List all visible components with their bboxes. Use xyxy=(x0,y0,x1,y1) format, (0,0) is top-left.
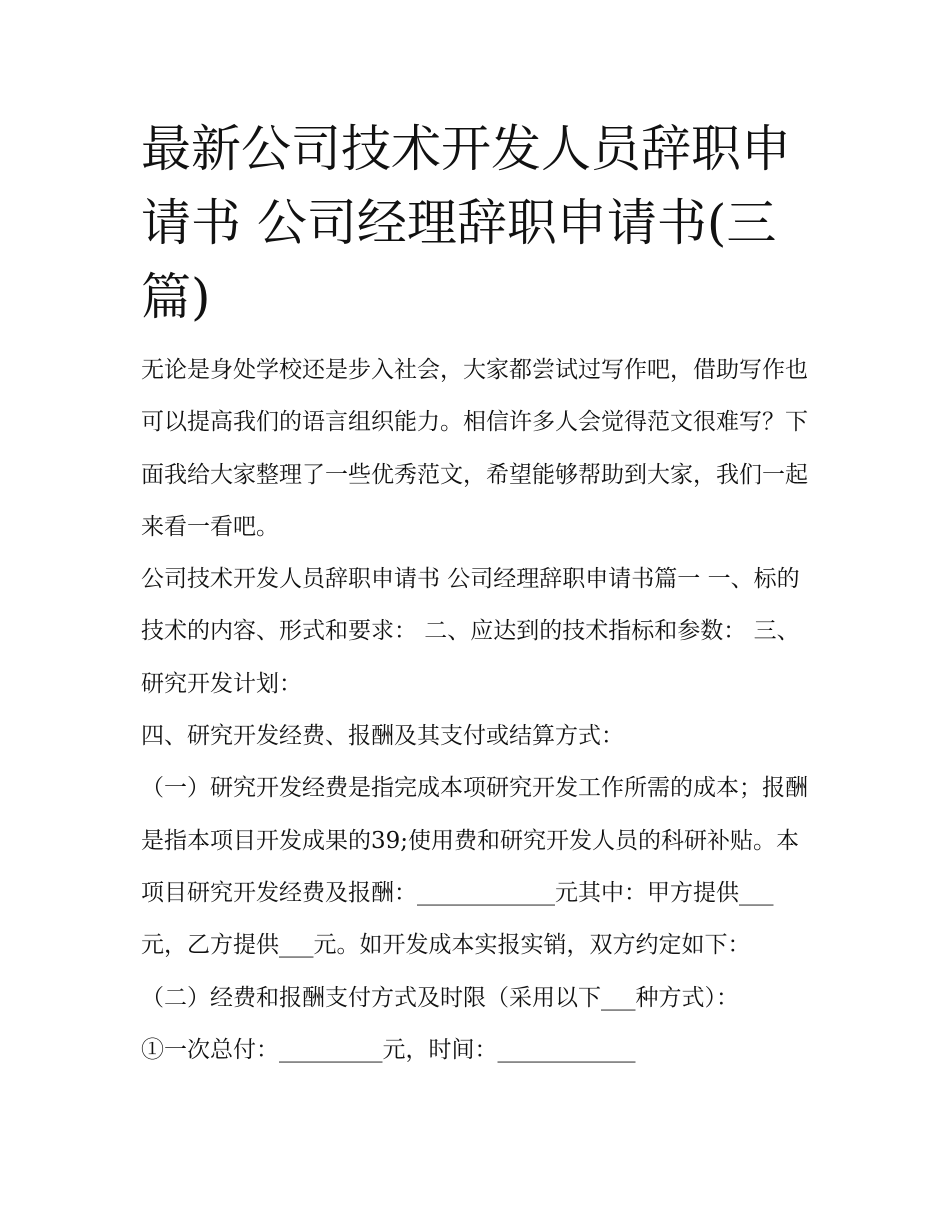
lump-sum-paragraph: ①一次总付：_________元，时间：____________ xyxy=(141,1036,636,1063)
document-page xyxy=(141,112,813,1076)
intro-paragraph: 无论是身处学校还是步入社会，大家都尝试过写作吧，借助写作也可以提高我们的语言组织能力。相信许多人会觉得范文很难写？下面我给大家整理了一些优秀范文，希望能够帮助到大家，我们一起来看一看吧。 xyxy=(141,357,808,540)
document-body xyxy=(141,344,813,1076)
section-one-paragraph: 公司技术开发人员辞职申请书 公司经理辞职申请书篇一 一、标的技术的内容、形式和要求： 二、应达到的技术指标和参数： 三、研究开发计划： xyxy=(141,566,800,697)
funding-paragraph: （一）研究开发经费是指完成本项研究开发工作所需的成本；报酬是指本项目开发成果的39;使用费和研究开发人员的科研补贴。本项目研究开发经费及报酬：____________元其中：甲方提供___元，乙方提供___元。如开发成本实报实销，双方约定如下： xyxy=(141,775,808,959)
payment-method-paragraph: （二）经费和报酬支付方式及时限（采用以下___种方式）： xyxy=(141,984,739,1011)
document-title: 最新公司技术开发人员辞职申请书 公司经理辞职申请书(三篇) xyxy=(141,120,791,326)
section-four-heading: 四、研究开发经费、报酬及其支付或结算方式： xyxy=(141,723,624,750)
